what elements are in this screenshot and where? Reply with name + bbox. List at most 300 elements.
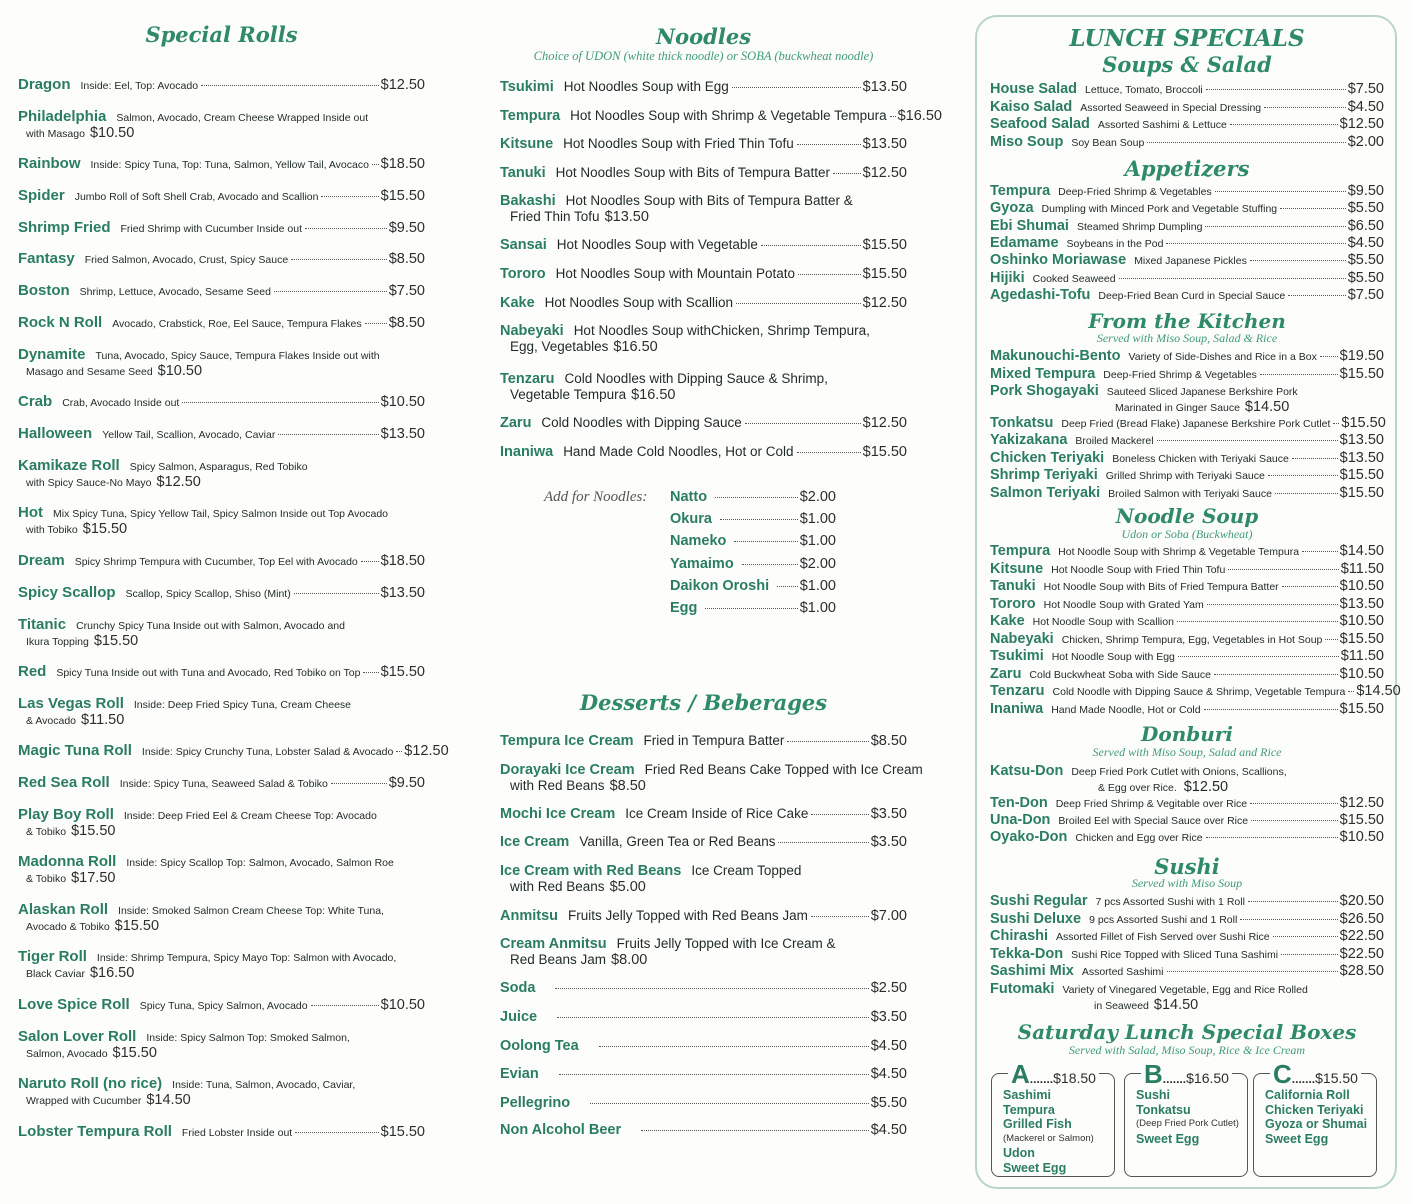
menu-item-sushi-deluxe: [990, 911, 1384, 927]
menu-item-tororo: [500, 266, 907, 282]
item-desc: Deep Fried Shrimp & Vegitable over Rice: [1055, 798, 1248, 810]
item-price: $28.50: [1339, 963, 1384, 979]
item-desc: Fried Lobster Inside out: [181, 1127, 293, 1139]
item-price: $16.50: [631, 387, 676, 403]
item-desc: Inside: Spicy Scallop Top: Salmon, Avocado, Salmon Roe: [126, 857, 394, 869]
item-desc-line2: in Seaweed: [1094, 1000, 1149, 1012]
item-price: $12.50: [862, 415, 907, 431]
item-desc: Fruits Jelly Topped with Red Beans Jam: [568, 908, 808, 923]
box-item: Sushi: [1136, 1088, 1171, 1102]
item-name: Evian: [500, 1066, 539, 1082]
addon-yamaimo: [670, 556, 836, 572]
item-name: Tenzaru: [500, 371, 555, 387]
item-price: $15.50: [1341, 415, 1386, 431]
item-price: $7.50: [388, 283, 425, 299]
item-price: $12.50: [404, 743, 449, 759]
item-name: House Salad: [990, 81, 1078, 97]
menu-item-madonna-roll: [18, 853, 425, 886]
item-price: $8.50: [388, 251, 425, 267]
box-item: Gyoza or Shumai: [1265, 1117, 1368, 1131]
item-name: Ice Cream: [500, 834, 570, 850]
item-price: $14.50: [1244, 399, 1290, 415]
item-name: Red: [18, 663, 47, 680]
box-item: Tonkatsu: [1136, 1102, 1191, 1117]
leader-dots: [1260, 374, 1338, 375]
item-desc: Hot Noodles Soup with Shrimp & Vegetable Tempura: [570, 108, 887, 123]
item-desc: Assorted Fillet of Fish Served over Sushi Rice: [1056, 931, 1270, 943]
menu-item-magic-tuna-roll: [18, 742, 449, 759]
menu-item-sansai: [500, 237, 907, 253]
special-rolls-title: Special Rolls: [145, 22, 298, 47]
item-name: Zaru: [990, 666, 1022, 682]
menu-item-chicken-teriyaki: [990, 450, 1384, 466]
menu-item-non-alcohol-beer: [500, 1122, 907, 1138]
item-desc: Jumbo Roll of Soft Shell Crab, Avocado and Scallion: [74, 191, 319, 203]
menu-item-inaniwa: [990, 701, 1384, 717]
item-desc-line2: with Red Beans: [510, 778, 605, 793]
menu-item-mixed-tempura: [990, 366, 1384, 382]
menu-item-fantasy: [18, 250, 425, 267]
item-price: $4.50: [870, 1038, 907, 1054]
leader-dots: [274, 291, 387, 292]
menu-item-katsu-don: [990, 763, 1384, 795]
item-name: Mochi Ice Cream: [500, 806, 616, 822]
item-name: Gyoza: [990, 200, 1034, 216]
menu-item-lobster-tempura-roll: [18, 1123, 425, 1140]
item-name: Ice Cream with Red Beans: [500, 863, 682, 879]
item-desc: Inside: Deep Fried Spicy Tuna, Cream Cheese: [133, 699, 351, 711]
item-price: $15.50: [82, 521, 128, 537]
leader-dots: [1288, 295, 1346, 296]
item-desc: Inside: Spicy Crunchy Tuna, Lobster Salad & Avocado: [141, 746, 394, 758]
item-name: Las Vegas Roll: [18, 695, 124, 712]
item-price: $5.50: [1347, 270, 1384, 286]
item-price: $7.00: [870, 908, 907, 924]
item-desc-line2: Wrapped with Cucumber: [26, 1095, 142, 1107]
item-name: Futomaki: [990, 981, 1055, 997]
saturday-subtitle: Served with Salad, Miso Soup, Rice & Ice Cream: [1068, 1043, 1306, 1057]
menu-item-oolong-tea: [500, 1038, 907, 1054]
leader-dots: [1206, 89, 1346, 90]
leader-dots: [1280, 208, 1346, 209]
leader-dots: [361, 561, 379, 562]
menu-item-tekka-don: [990, 946, 1384, 962]
item-desc: Mixed Japanese Pickles: [1134, 255, 1247, 267]
menu-item-naruto-roll-no-rice: [18, 1075, 425, 1108]
sushi-subtitle: Served with Miso Soup: [1131, 876, 1243, 890]
item-price: $4.50: [870, 1122, 907, 1138]
item-price: $4.50: [870, 1066, 907, 1082]
item-desc: Steamed Shrimp Dumpling: [1076, 221, 1203, 233]
leader-dots: [1275, 493, 1338, 494]
menu-item-cream-anmitsu: [500, 936, 907, 968]
menu-item-kamikaze-roll: [18, 457, 425, 490]
item-desc-line2: with Spicy Sauce-No Mayo: [26, 477, 152, 489]
item-price: $12.50: [1183, 779, 1229, 795]
leader-dots: [559, 1074, 869, 1075]
menu-item-sashimi-mix: [990, 963, 1384, 979]
item-price: $22.50: [1339, 946, 1384, 962]
box-item: Sashimi: [1003, 1088, 1051, 1102]
item-price: $16.50: [897, 108, 942, 124]
item-desc: Hot Noodles Soup with Scallion: [544, 295, 734, 310]
box-item: Grilled Fish: [1003, 1117, 1072, 1131]
item-price: $3.50: [870, 834, 907, 850]
item-desc: Yellow Tail, Scallion, Avocado, Caviar: [102, 429, 276, 441]
item-desc: Avocado, Crabstick, Roe, Eel Sauce, Tempura Flakes: [112, 318, 362, 330]
leader-dots: [778, 842, 868, 843]
menu-item-ice-cream-with-red-beans: [500, 863, 907, 895]
menu-item-tanuki: [990, 578, 1384, 594]
item-price: $15.50: [1339, 366, 1384, 382]
item-desc: Assorted Sashimi: [1081, 966, 1164, 978]
menu-item-salon-lover-roll: [18, 1028, 425, 1061]
menu-item-oshinko-moriawase: [990, 252, 1384, 268]
menu-item-shrimp-teriyaki: [990, 467, 1384, 483]
item-name: Sushi Regular: [990, 893, 1088, 909]
item-price: $11.50: [1340, 648, 1384, 664]
noodle-soup-subtitle: Udon or Soba (Buckwheat): [1121, 527, 1253, 541]
item-desc: Hot Noodles Soup with Vegetable: [556, 237, 758, 252]
menu-item-love-spice-roll: [18, 996, 425, 1013]
appetizers-title: Appetizers: [1124, 156, 1250, 181]
item-desc: Deep Fried (Bread Flake) Japanese Berkshire Pork Cutlet: [1061, 418, 1331, 430]
item-desc: Shrimp, Lettuce, Avocado, Sesame Seed: [79, 286, 271, 298]
menu-item-tanuki: [500, 165, 907, 181]
item-desc: Fried Salmon, Avocado, Crust, Spicy Sauce: [84, 254, 289, 266]
leader-dots: [641, 1130, 869, 1131]
box-item: Sweet Egg: [1003, 1160, 1067, 1175]
item-price: $19.50: [1339, 348, 1384, 364]
item-price: $14.50: [146, 1092, 191, 1108]
item-price: $9.50: [388, 775, 425, 791]
menu-item-dragon: [18, 76, 425, 93]
menu-item-ice-cream: [500, 834, 907, 850]
item-price: $5.50: [870, 1095, 907, 1111]
item-price: $18.50: [380, 553, 425, 569]
item-name: Spicy Scallop: [18, 584, 116, 601]
menu-item-miso-soup: [990, 134, 1384, 150]
menu-item-kake: [990, 613, 1384, 629]
box-item: Tempura: [1003, 1102, 1055, 1117]
menu-item-gyoza: [990, 200, 1384, 216]
leader-dots: [1178, 656, 1339, 657]
item-desc: Crunchy Spicy Tuna Inside out with Salmon, Avocado and: [76, 620, 345, 632]
item-name: Oyako-Don: [990, 829, 1068, 845]
item-desc: Ice Cream Inside of Rice Cake: [625, 806, 809, 821]
leader-dots: [1292, 458, 1338, 459]
item-desc-line2: with Red Beans: [510, 879, 605, 894]
item-desc: Vanilla, Green Tea or Red Beans: [579, 834, 776, 849]
item-desc: Hot Noodles Soup with Fried Thin Tofu: [563, 136, 794, 151]
item-price: $10.50: [89, 125, 135, 141]
item-price: $15.50: [1339, 812, 1384, 828]
menu-item-oyako-don: [990, 829, 1384, 845]
menu-item-tiger-roll: [18, 948, 425, 981]
item-name: Tempura Ice Cream: [500, 733, 634, 749]
item-desc: Hot Noodle Soup with Shrimp & Vegetable Tempura: [1058, 546, 1300, 558]
menu-item-rainbow: [18, 155, 425, 172]
item-desc: Sauteed Sliced Japanese Berkshire Pork: [1106, 386, 1298, 398]
item-name: Inaniwa: [990, 701, 1044, 717]
item-name: Tekka-Don: [990, 946, 1064, 962]
item-desc: Cold Noodle with Dipping Sauce & Shrimp, Vegetable Tempura: [1052, 686, 1346, 698]
item-name: Tsukimi: [500, 79, 554, 95]
item-price: $15.50: [862, 444, 907, 460]
item-name: Kamikaze Roll: [18, 457, 120, 474]
box-item: Sweet Egg: [1265, 1131, 1329, 1146]
item-desc: Dumpling with Minced Pork and Vegetable Stuffing: [1041, 203, 1278, 215]
leader-dots: [321, 196, 378, 197]
item-price: $22.50: [1339, 928, 1384, 944]
box-item: Sweet Egg: [1136, 1131, 1200, 1146]
item-name: Salon Lover Roll: [18, 1028, 137, 1045]
item-name: Nabeyaki: [990, 631, 1054, 647]
item-name: Juice: [500, 1009, 538, 1025]
leader-dots: [1250, 260, 1346, 261]
item-desc: Hot Noodle Soup with Scallion: [1032, 616, 1174, 628]
item-desc: Inside: Spicy Salmon Top: Smoked Salmon,: [146, 1032, 350, 1044]
menu-item-spider: [18, 187, 425, 204]
menu-item-tororo: [990, 596, 1384, 612]
leader-dots: [1167, 971, 1338, 972]
item-desc-line2: Ikura Topping: [26, 636, 89, 648]
item-desc: Deep-Fried Shrimp & Vegetables: [1058, 186, 1212, 198]
item-desc: Hot Noodles Soup with Egg: [563, 79, 729, 94]
item-desc: Inside: Shrimp Tempura, Spicy Mayo Top: Salmon with Avocado,: [96, 952, 397, 964]
leader-dots: [372, 164, 379, 165]
item-desc: Boneless Chicken with Teriyaki Sauce: [1112, 453, 1289, 465]
item-name: Kaiso Salad: [990, 99, 1073, 115]
leader-dots: [1333, 423, 1339, 424]
item-price: $8.50: [388, 315, 425, 331]
item-name: Philadelphia: [18, 108, 107, 125]
donburi-subtitle: Served with Miso Soup, Salad and Rice: [1092, 745, 1282, 759]
menu-item-rock-n-roll: [18, 314, 425, 331]
menu-item-bakashi: [500, 193, 907, 225]
addon-daikon-oroshi: [670, 578, 836, 594]
menu-item-alaskan-roll: [18, 901, 425, 934]
item-name: Tenzaru: [990, 683, 1045, 699]
item-desc: Scallop, Spicy Scallop, Shiso (Mint): [125, 588, 291, 600]
item-price: $10.50: [1339, 829, 1384, 845]
leader-dots: [705, 608, 797, 609]
box-item: (Deep Fried Pork Cutlet): [1136, 1118, 1239, 1129]
item-desc-line2: Avocado & Tobiko: [26, 921, 110, 933]
item-price: $9.50: [1347, 183, 1384, 199]
leader-dots: [1206, 837, 1338, 838]
menu-item-tempura: [500, 108, 942, 124]
item-desc: Inside: Spicy Tuna, Seaweed Salad & Tobiko: [119, 778, 328, 790]
menu-item-chirashi: [990, 928, 1384, 944]
menu-item-kake: [500, 295, 907, 311]
leader-dots: [1119, 278, 1346, 279]
item-desc: Soybeans in the Pod: [1066, 238, 1164, 250]
leader-dots: [363, 672, 378, 673]
leader-dots: [291, 259, 387, 260]
menu-item-soda: [500, 980, 907, 996]
item-desc: Chicken, Shrimp Tempura, Egg, Vegetables in Hot Soup: [1061, 634, 1323, 646]
item-name: Bakashi: [500, 193, 556, 209]
leader-dots: [1302, 551, 1338, 552]
leader-dots: [787, 741, 868, 742]
item-name: Chirashi: [990, 928, 1049, 944]
leader-dots: [761, 245, 861, 246]
leader-dots: [777, 586, 798, 587]
leader-dots: [811, 814, 868, 815]
leader-dots: [833, 173, 861, 174]
item-price: $15.50: [1339, 701, 1384, 717]
add-for-noodles-label: Add for Noodles:: [544, 489, 648, 505]
box-price: $18.50: [1053, 1070, 1096, 1086]
item-name: Love Spice Roll: [18, 996, 130, 1013]
item-name: Titanic: [18, 616, 67, 633]
item-desc-line2: with Tobiko: [26, 524, 78, 536]
item-price: $10.50: [157, 363, 203, 379]
menu-item-inaniwa: [500, 444, 907, 460]
leader-dots: [1348, 691, 1354, 692]
menu-item-kaiso-salad: [990, 99, 1384, 115]
addon-name: Okura: [670, 511, 712, 527]
item-name: Kitsune: [990, 561, 1044, 577]
menu-item-tenzaru: [990, 683, 1401, 699]
item-price: $13.50: [1339, 596, 1384, 612]
menu-item-dream: [18, 552, 425, 569]
leader-dots: [1205, 226, 1345, 227]
item-name: Kake: [990, 613, 1025, 629]
menu-item-seafood-salad: [990, 116, 1384, 132]
menu-item-anmitsu: [500, 908, 907, 924]
item-desc: Sushi Rice Topped with Sliced Tuna Sashimi: [1071, 949, 1279, 961]
leader-dots: [1230, 124, 1338, 125]
item-desc: Cold Buckwheat Soba with Side Sauce: [1029, 669, 1211, 681]
menu-item-ten-don: [990, 795, 1384, 811]
leader-dots: [811, 916, 869, 917]
addon-name: Daikon Oroshi: [670, 578, 770, 594]
leader-dots: [331, 783, 387, 784]
item-desc: Chicken and Egg over Rice: [1075, 832, 1203, 844]
leader-dots: [294, 593, 379, 594]
item-desc: Deep Fried Pork Cutlet with Onions, Scallions,: [1071, 766, 1287, 778]
item-name: Oolong Tea: [500, 1038, 579, 1054]
menu-item-makunouchi-bento: [990, 348, 1384, 364]
item-price: $14.50: [1339, 543, 1384, 559]
item-price: $13.50: [604, 209, 649, 225]
item-name: Rock N Roll: [18, 314, 103, 331]
item-name: Tororo: [990, 596, 1036, 612]
addon-name: Natto: [670, 489, 708, 505]
item-desc: Hot Noodle Soup with Egg: [1051, 651, 1175, 663]
leader-dots: [1248, 901, 1338, 902]
leader-dots: [732, 87, 861, 88]
item-price: $3.50: [870, 806, 907, 822]
menu-item-zaru: [990, 666, 1384, 682]
item-name: Tororo: [500, 266, 546, 282]
box-letter: A: [1011, 1059, 1030, 1089]
item-name: Naruto Roll (no rice): [18, 1075, 163, 1092]
item-desc: Deep-Fried Bean Curd in Special Sauce: [1098, 290, 1286, 302]
leader-dots: [1177, 621, 1338, 622]
item-name: Dynamite: [18, 346, 86, 363]
menu-item-spicy-scallop: [18, 584, 425, 601]
menu-item-crab: [18, 393, 425, 410]
item-desc: Broiled Mackerel: [1075, 435, 1154, 447]
menu-item-evian: [500, 1066, 907, 1082]
item-desc: Fruits Jelly Topped with Ice Cream &: [616, 936, 836, 951]
menu-item-dorayaki-ice-cream: [500, 762, 923, 794]
box-b: B.......$16.50 Sushi Tonkatsu (Deep Fried Pork Cutlet) Sweet Egg: [1124, 1073, 1248, 1177]
item-name: Halloween: [18, 425, 93, 442]
leader-dots: [1166, 243, 1345, 244]
leader-dots: [890, 116, 896, 117]
kitchen-subtitle: Served with Miso Soup, Salad & Rice: [1096, 331, 1278, 345]
item-name: Makunouchi-Bento: [990, 348, 1121, 364]
item-name: Lobster Tempura Roll: [18, 1123, 172, 1140]
item-desc: Variety of Vinegared Vegetable, Egg and Rice Rolled: [1062, 984, 1308, 996]
item-price: $13.50: [862, 136, 907, 152]
item-price: $5.00: [609, 879, 646, 895]
menu-item-nabeyaki: [990, 631, 1384, 647]
menu-item-house-salad: [990, 81, 1384, 97]
item-name: Tonkatsu: [990, 415, 1054, 431]
addon-price: $1.00: [799, 578, 836, 594]
saturday-title: Saturday Lunch Special Boxes: [1017, 1020, 1357, 1044]
item-name: Oshinko Moriawase: [990, 252, 1127, 268]
item-name: Shrimp Fried: [18, 219, 111, 236]
item-price: $15.50: [1339, 467, 1384, 483]
leader-dots: [555, 988, 868, 989]
item-desc: Assorted Sashimi & Lettuce: [1097, 119, 1227, 131]
menu-item-kitsune: [500, 136, 907, 152]
addon-okura: [670, 511, 836, 527]
menu-item-halloween: [18, 425, 425, 442]
item-name: Katsu-Don: [990, 763, 1064, 779]
item-price: $8.50: [870, 733, 907, 749]
leader-dots: [1240, 919, 1337, 920]
item-price: $10.50: [1339, 666, 1384, 682]
item-name: Soda: [500, 980, 536, 996]
item-desc: Fried in Tempura Batter: [643, 733, 785, 748]
item-price: $13.50: [1339, 432, 1384, 448]
item-desc-line2: Salmon, Avocado: [26, 1048, 108, 1060]
item-name: Una-Don: [990, 812, 1051, 828]
item-desc: Cooked Seaweed: [1032, 273, 1116, 285]
item-price: $15.50: [380, 188, 425, 204]
item-name: Nabeyaki: [500, 323, 564, 339]
item-name: Chicken Teriyaki: [990, 450, 1105, 466]
donburi-title: Donburi: [1141, 722, 1233, 746]
menu-item-mochi-ice-cream: [500, 806, 907, 822]
item-desc-line2: & Tobiko: [26, 826, 67, 838]
item-price: $13.50: [862, 79, 907, 95]
leader-dots: [1207, 604, 1338, 605]
item-name: Tiger Roll: [18, 948, 87, 965]
item-price: $13.50: [1339, 450, 1384, 466]
leader-dots: [1282, 586, 1338, 587]
leader-dots: [305, 228, 387, 229]
menu-item-yakizakana: [990, 432, 1384, 448]
item-desc-line2: Fried Thin Tofu: [510, 209, 600, 224]
item-desc-line2: & Egg over Rice.: [1098, 782, 1177, 794]
menu-item-pork-shogayaki: [990, 383, 1384, 415]
item-name: Seafood Salad: [990, 116, 1090, 132]
leader-dots: [1228, 569, 1338, 570]
addon-price: $1.00: [799, 600, 836, 616]
leader-dots: [798, 274, 861, 275]
sushi-title: Sushi: [1154, 854, 1220, 879]
leader-dots: [797, 452, 861, 453]
addon-name: Nameko: [670, 533, 727, 549]
